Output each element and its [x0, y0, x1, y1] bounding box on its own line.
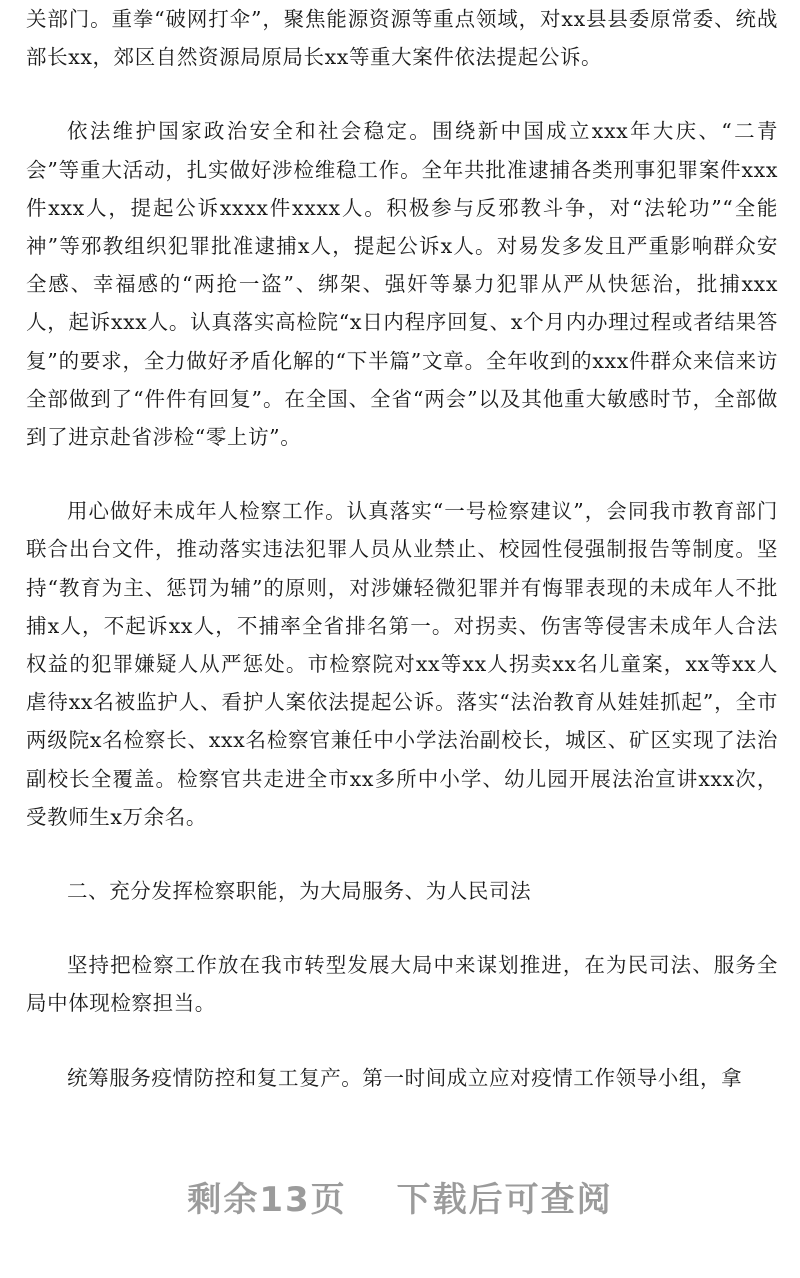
paragraph-overall-service: 坚持把检察工作放在我市转型发展大局中来谋划推进，在为民司法、服务全局中体现检察担当。: [26, 953, 778, 1016]
paragraph-continuation: 关部门。重拳“破网打伞”，聚焦能源资源等重点领域，对xx县县委原常委、统战部长xx，郊区自然资源局原局长xx等重大案件依法提起公诉。: [26, 7, 778, 70]
paragraph-epidemic-control: 统筹服务疫情防控和复工复产。第一时间成立应对疫情工作领导小组，拿: [67, 1065, 743, 1090]
paragraph-political-security: 依法维护国家政治安全和社会稳定。围绕新中国成立xxx年大庆、“二青会”等重大活动，扎实做好涉检维稳工作。全年共批准逮捕各类刑事犯罪案件xxx件xxx人，提起公诉xxxx件xxxx人。积极参与反邪教斗争，对“法轮功”“全能神”等邪教组织犯罪批准逮捕x人，提起公诉x人。对易发多发且严重影响群众安全感、幸福感的“两抢一盗”、绑架、强奸等暴力犯罪从严从快惩治，批捕xxx人，起诉xxx人。认真落实高检院“x日内程序回复、x个月内办理过程或者结果答复”的要求，全力做好矛盾化解的“下半篇”文章。全年收到的xxx件群众来信来访全部做到了“件件有回复”。在全国、全省“两会”以及其他重大敏感时节，全部做到了进京赴省涉检“零上访”。: [26, 119, 778, 450]
remaining-pages-label: 剩余13页: [187, 1180, 347, 1220]
paragraph-minors-procuratorial: 用心做好未成年人检察工作。认真落实“一号检察建议”，会同我市教育部门联合出台文件，推动落实违法犯罪人员从业禁止、校园性侵强制报告等制度。坚持“教育为主、惩罚为辅”的原则，对涉嫌轻微犯罪并有悔罪表现的未成年人不批捕x人，不起诉xx人，不捕率全省排名第一。对拐卖、伤害等侵害未成年人合法权益的犯罪嫌疑人从严惩处。市检察院对xx等xx人拐卖xx名儿童案，xx等xx人虐待xx名被监护人、看护人案依法提起公诉。落实“法治教育从娃娃抓起”，全市两级院x名检察长、xxx名检察官兼任中小学法治副校长，城区、矿区实现了法治副校长全覆盖。检察官共走进全市xx多所中小学、幼儿园开展法治宣讲xxx次，受教师生x万余名。: [26, 499, 778, 829]
section-heading-two: 二、充分发挥检察职能，为大局服务、为人民司法: [67, 879, 532, 904]
document-body: [26, 0, 778, 1097]
download-to-view-label: 下载后可查阅: [396, 1180, 613, 1220]
download-prompt[interactable]: [0, 1172, 800, 1232]
